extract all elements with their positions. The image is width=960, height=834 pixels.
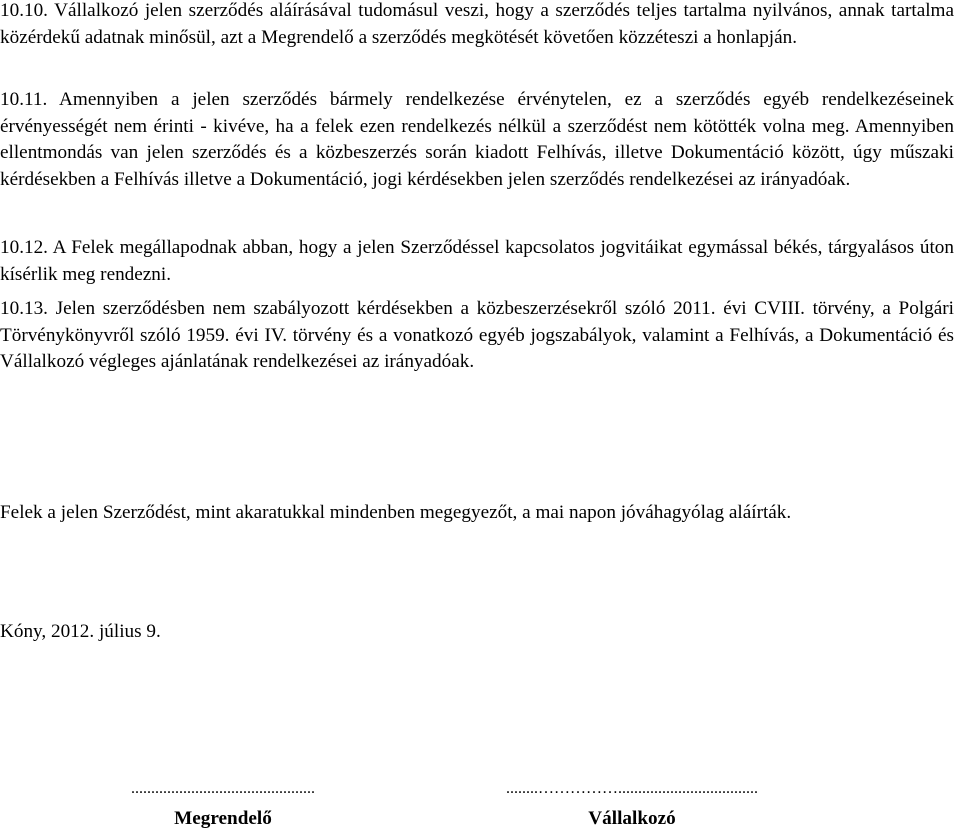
clause-10-11: [0, 87, 954, 193]
clause-number: 10.11.: [0, 89, 48, 110]
signature-label-contractor: Vállalkozó: [588, 808, 676, 829]
signature-block-contractor: [482, 780, 782, 832]
clause-text: Amennyiben a jelen szerződés bármely rendelkezése érvénytelen, ez a szerződés egyéb rendelkezéseinek érvényességét nem érinti - kivéve, ha a felek ezen rendelkezés nélkül a szerződést nem kötötték volna meg. Amennyiben ellentmondás van jelen szerződés és a közbeszerzés során kiadott Felhívás, illetve Dokumentáció között, úgy műszaki kérdésekben a Felhívás illetve a Dokumentáció, jogi kérdésekben jelen szerződés rendelkezései az irányadóak.: [0, 89, 954, 190]
signature-block-client: [78, 780, 368, 832]
signature-line: ..............................................: [131, 780, 315, 797]
clause-text: Jelen szerződésben nem szabályozott kérdésekben a közbeszerzésekről szóló 2011. évi CVIII. törvény, a Polgári Törvénykönyvről szóló 1959. évi IV. törvény és a vonatkozó egyéb jogszabályok, valamint a Felhívás, a Dokumentáció és Vállalkozó végleges ajánlatának rendelkezései az irányadóak.: [0, 298, 954, 372]
clause-text: Vállalkozó jelen szerződés aláírásával tudomásul veszi, hogy a szerződés teljes tartalma nyilvános, annak tartalma közérdekű adatnak minősül, azt a Megrendelő a szerződés megkötését követően közzéteszi a honlapján.: [0, 0, 954, 48]
clause-10-10: [0, 0, 954, 51]
signature-label-client: Megrendelő: [174, 808, 272, 829]
place-and-date: Kóny, 2012. július 9.: [0, 621, 161, 642]
clause-number: 10.10.: [0, 0, 48, 21]
signature-line: ........……………...................................: [506, 780, 758, 797]
clause-10-13: [0, 296, 954, 376]
clause-text: A Felek megállapodnak abban, hogy a jelen Szerződéssel kapcsolatos jogvitáikat egymással békés, tárgyalásos úton kísérlik meg rendezni.: [0, 237, 954, 285]
clause-number: 10.12.: [0, 237, 48, 258]
closing-statement: Felek a jelen Szerződést, mint akaratukkal mindenben megegyezőt, a mai napon jóváhagyólag aláírták.: [0, 502, 792, 523]
clause-10-12: [0, 235, 954, 288]
clause-number: 10.13.: [0, 298, 48, 319]
